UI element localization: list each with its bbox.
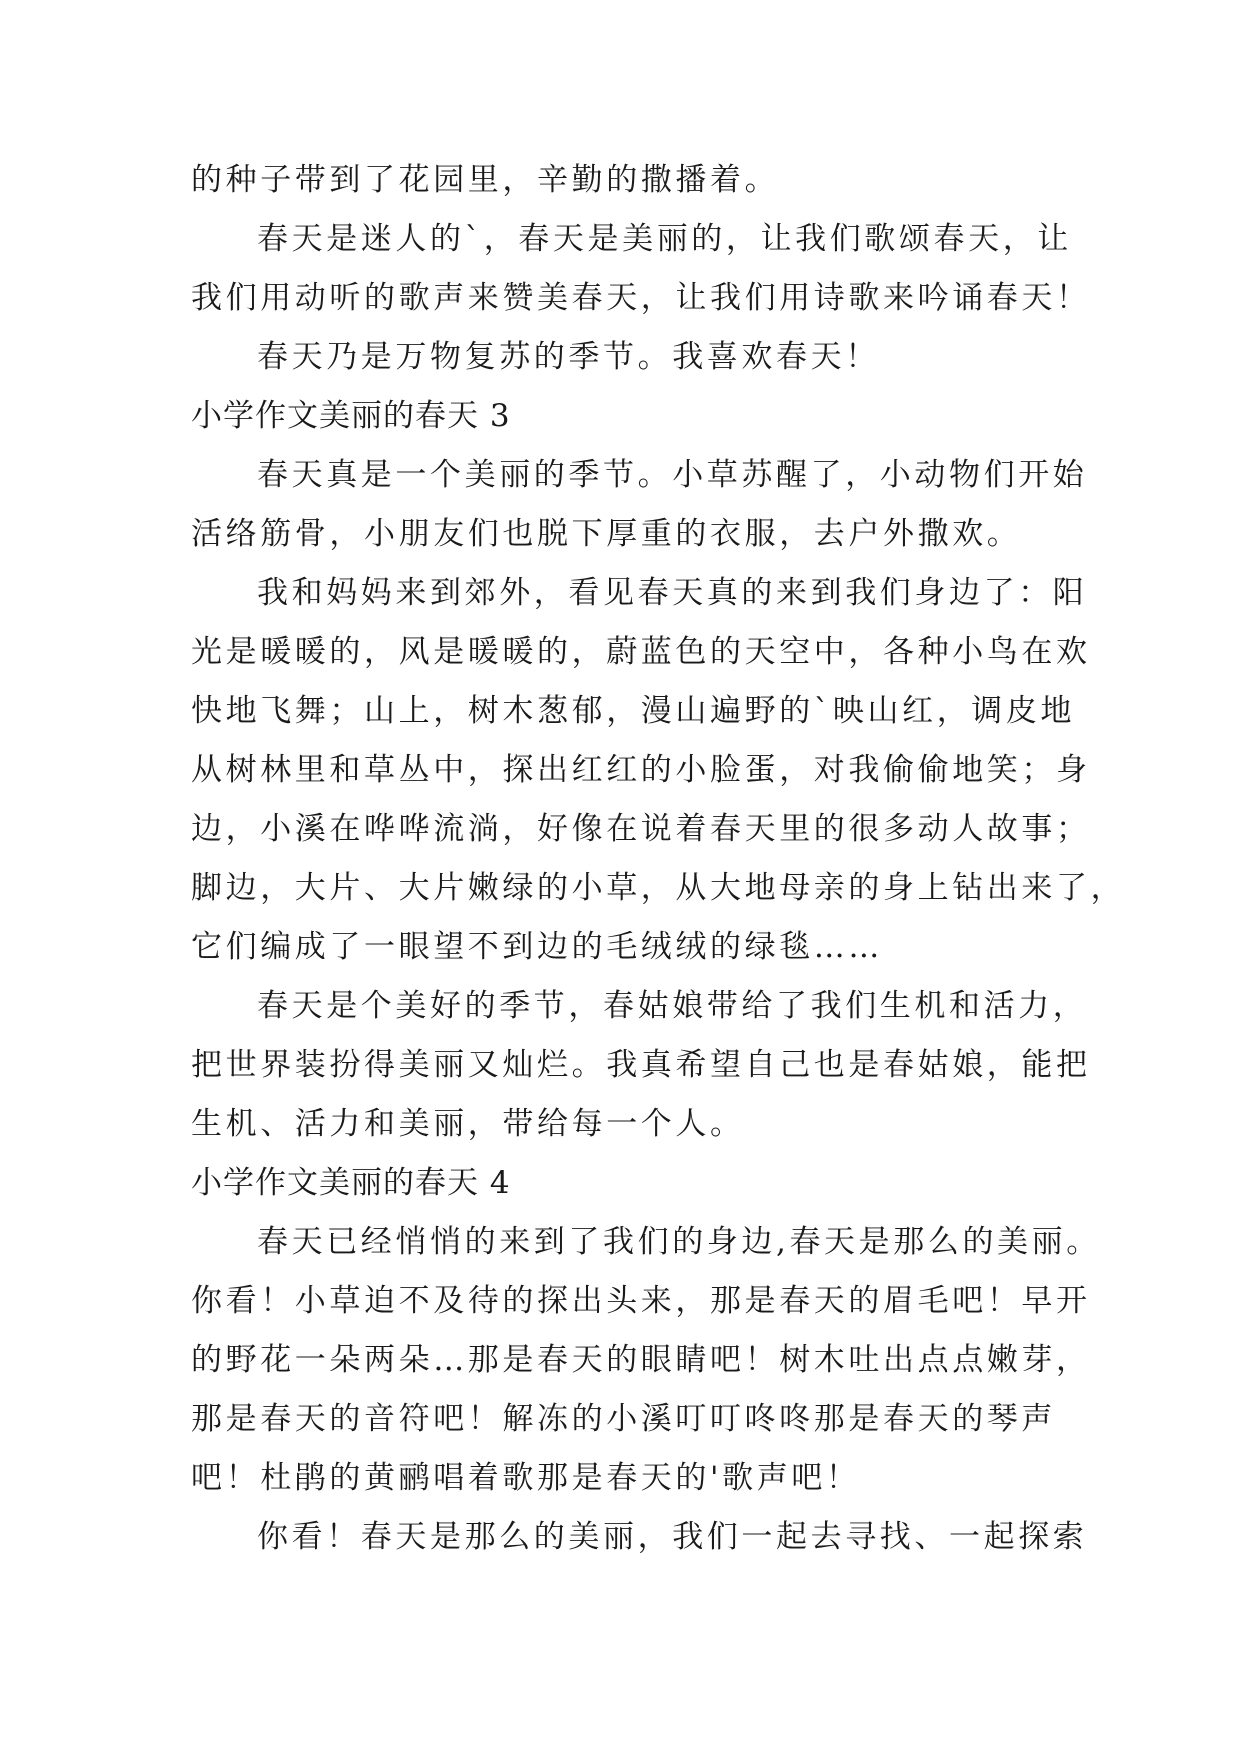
text-line: 把世界装扮得美丽又灿烂。我真希望自己也是春姑娘，能把 <box>191 1047 1091 1083</box>
section-heading: 小学作文美丽的春天 3 <box>191 398 511 434</box>
text-line: 快地飞舞；山上，树木葱郁，漫山遍野的`映山红，调皮地 <box>191 693 1076 729</box>
text-line: 我们用动听的歌声来赞美春天，让我们用诗歌来吟诵春天！ <box>191 280 1091 316</box>
paragraph-start-line: 春天是个美好的季节，春姑娘带给了我们生机和活力， <box>257 988 1088 1024</box>
text-line: 边，小溪在哗哗流淌，好像在说着春天里的很多动人故事； <box>191 811 1091 847</box>
text-line: 吧！杜鹃的黄鹂唱着歌那是春天的'歌声吧！ <box>191 1460 861 1496</box>
text-line: 的种子带到了花园里，辛勤的撒播着。 <box>191 162 780 198</box>
paragraph-start-line: 春天是迷人的`，春天是美丽的，让我们歌颂春天，让 <box>257 221 1072 257</box>
paragraph-start-line: 春天已经悄悄的来到了我们的身边,春天是那么的美丽。 <box>257 1224 1101 1260</box>
text-line: 光是暖暖的，风是暖暖的，蔚蓝色的天空中，各种小鸟在欢 <box>191 634 1091 670</box>
paragraph-start-line: 春天真是一个美丽的季节。小草苏醒了，小动物们开始 <box>257 457 1088 493</box>
text-line: 那是春天的音符吧！解冻的小溪叮叮咚咚那是春天的琴声 <box>191 1401 1056 1437</box>
text-line: 你看！小草迫不及待的探出头来，那是春天的眉毛吧！早开 <box>191 1283 1091 1319</box>
paragraph-start-line: 我和妈妈来到郊外，看见春天真的来到我们身边了：阳 <box>257 575 1088 611</box>
text-line: 脚边，大片、大片嫩绿的小草，从大地母亲的身上钻出来了， <box>191 870 1126 906</box>
text-line: 的野花一朵两朵…那是春天的眼睛吧！树木吐出点点嫩芽， <box>191 1342 1091 1378</box>
text-line: 活络筋骨，小朋友们也脱下厚重的衣服，去户外撒欢。 <box>191 516 1022 552</box>
text-line: 生机、活力和美丽，带给每一个人。 <box>191 1106 745 1142</box>
paragraph-start-line: 春天乃是万物复苏的季节。我喜欢春天！ <box>257 339 880 375</box>
document-body <box>191 151 1126 1567</box>
paragraph-start-line: 你看！春天是那么的美丽，我们一起去寻找、一起探索 <box>257 1519 1088 1555</box>
section-heading: 小学作文美丽的春天 4 <box>191 1165 511 1201</box>
text-line: 它们编成了一眼望不到边的毛绒绒的绿毯…… <box>191 929 883 965</box>
text-line: 从树林里和草丛中，探出红红的小脸蛋，对我偷偷地笑；身 <box>191 752 1091 788</box>
